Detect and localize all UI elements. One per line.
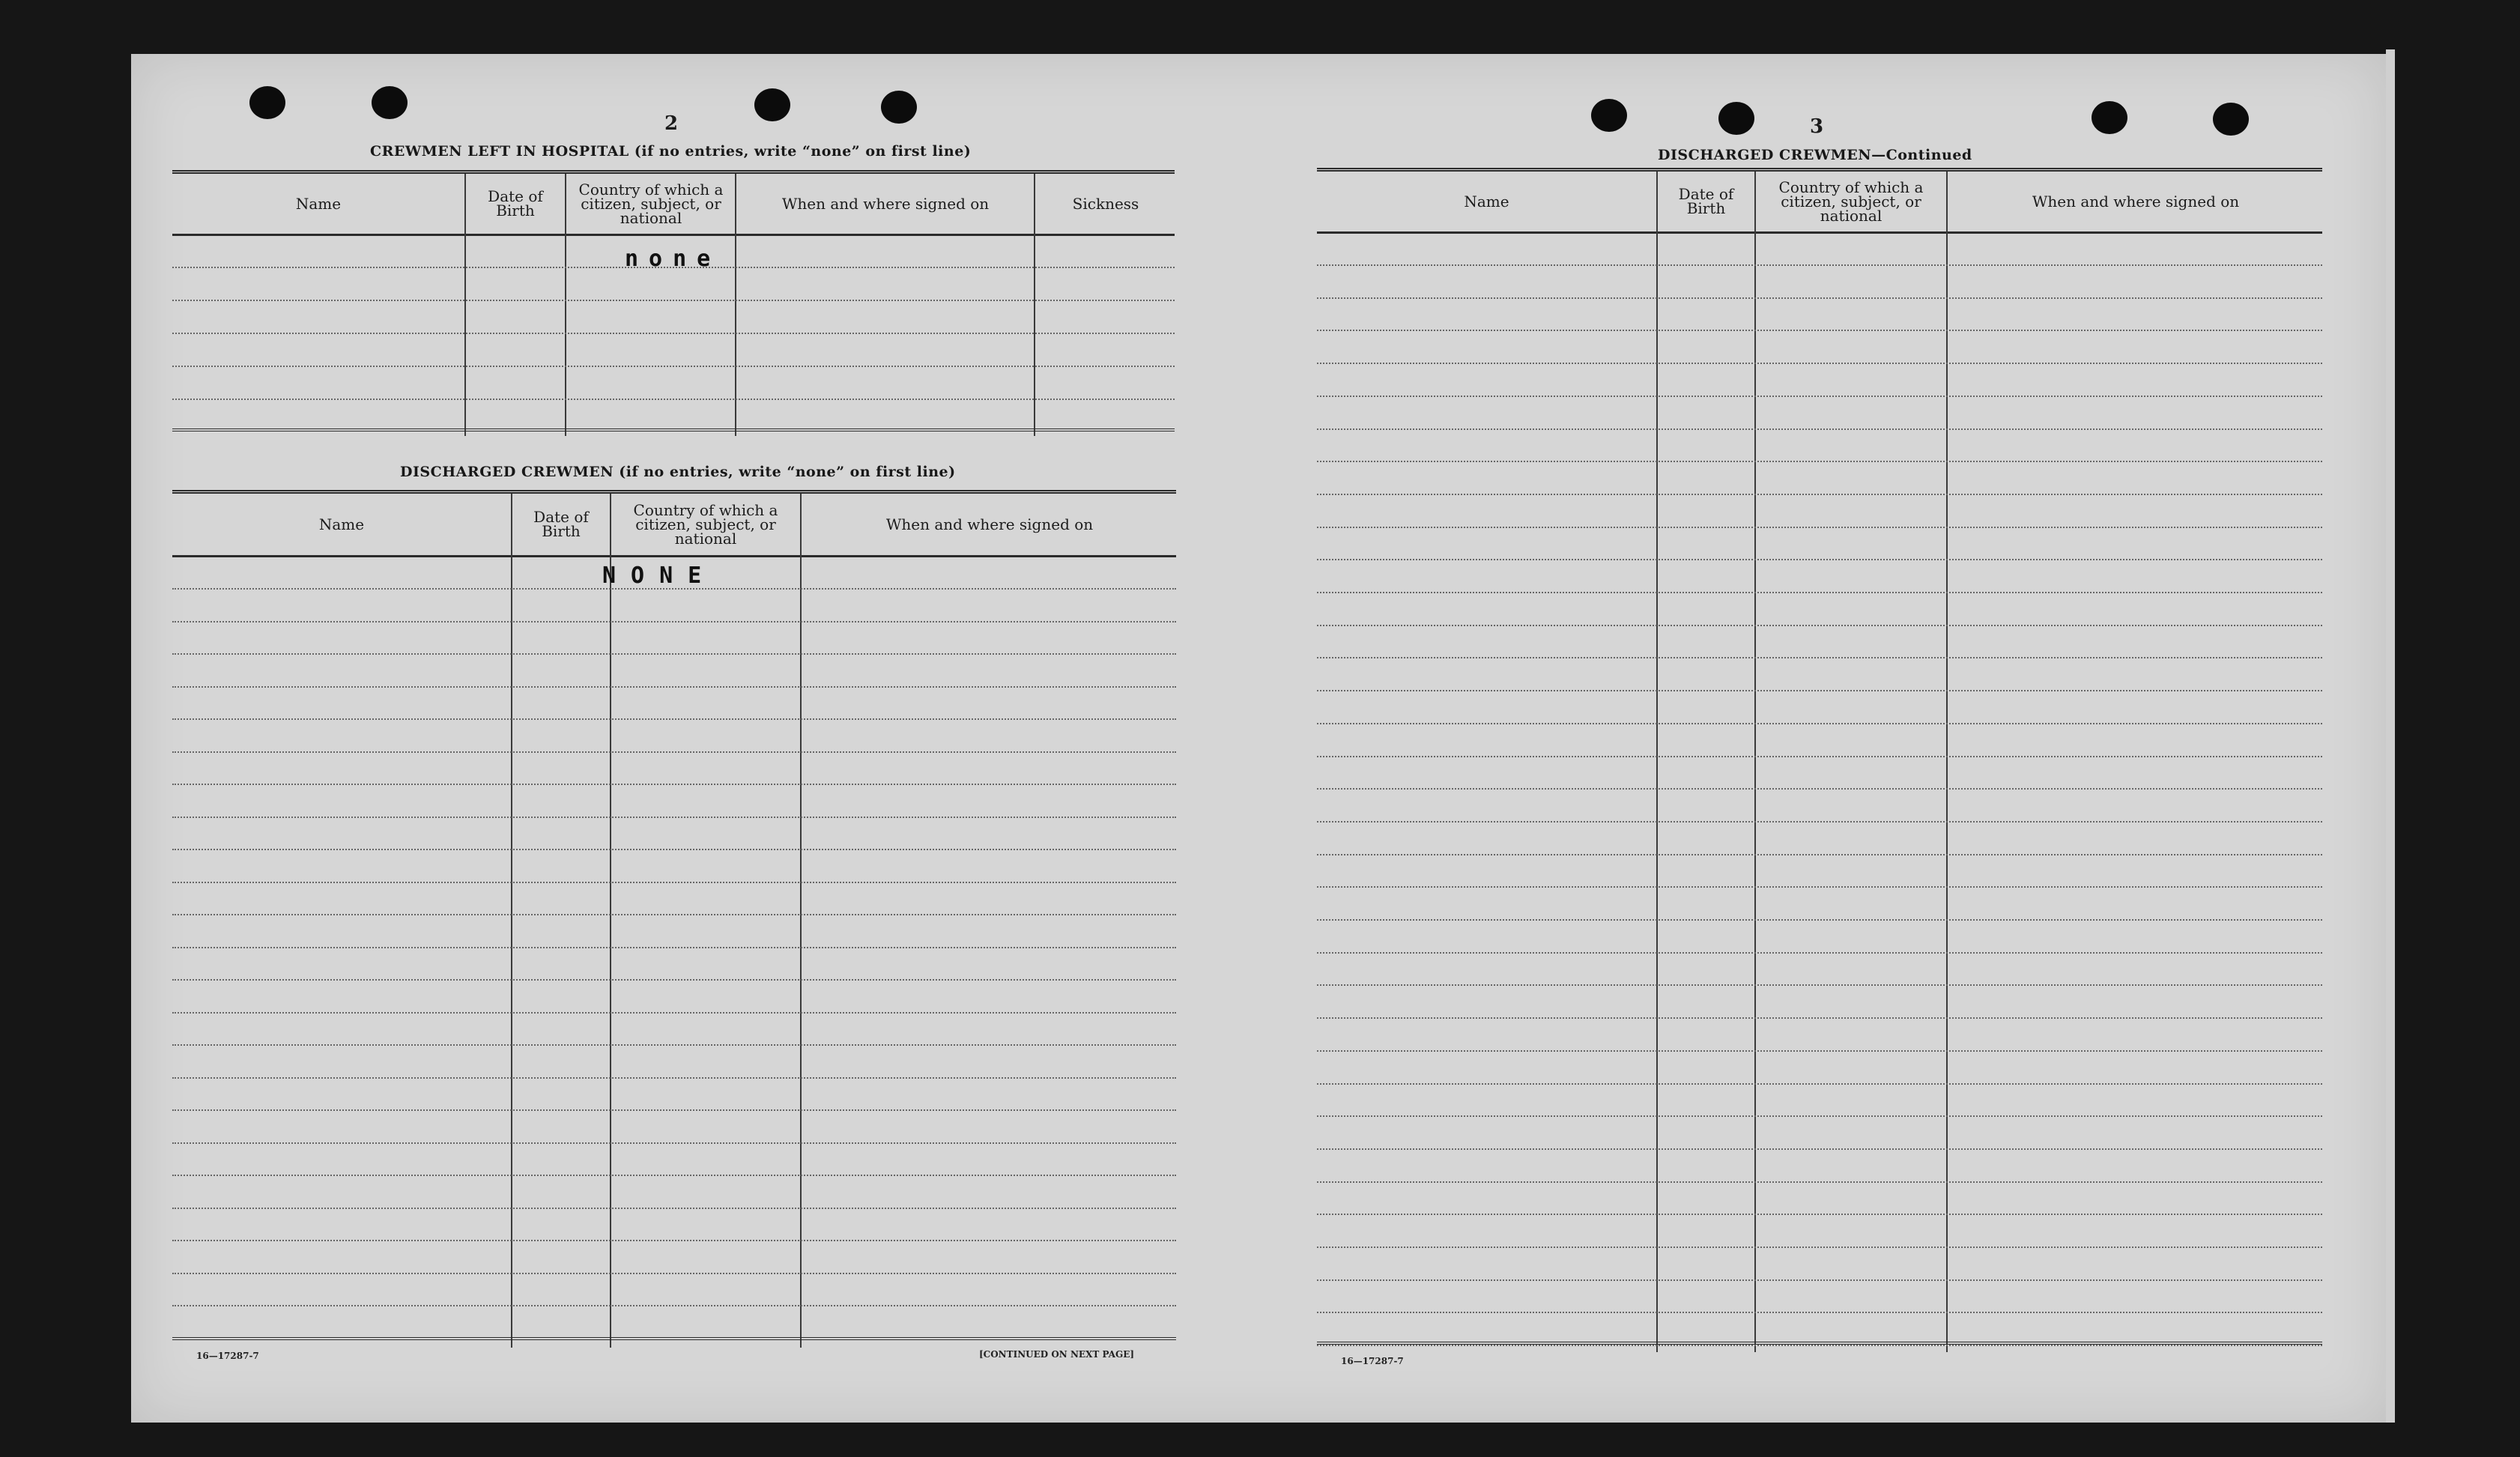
hospital-instruction: (if no entries, write “none” on first line) (634, 143, 972, 160)
row-line (1317, 625, 2322, 626)
table-bottom-rule (172, 428, 1175, 431)
column-divider (1656, 172, 1658, 1352)
row-line (172, 947, 1176, 948)
row-line (1317, 690, 2322, 691)
row-line (172, 882, 1176, 883)
row-line (1317, 363, 2322, 364)
column-header-signed-on: When and where signed on (885, 515, 1094, 533)
row-line (172, 914, 1176, 915)
right-section-title: DISCHARGED CREWMEN—Continued (1658, 147, 1972, 163)
column-divider (735, 174, 736, 436)
discharged-table (172, 490, 1176, 1348)
row-line (172, 588, 1176, 590)
column-header-country: Country of which a citizen, subject, or national (578, 180, 724, 227)
form-number: 16—17287-7 (1341, 1356, 1404, 1366)
row-line (1317, 723, 2322, 724)
row-line (172, 366, 1175, 367)
row-line (1317, 756, 2322, 757)
column-header-country: Country of which a citizen, subject, or national (1778, 178, 1924, 225)
row-line (1317, 788, 2322, 790)
row-line (1317, 428, 2322, 430)
row-line (1317, 821, 2322, 823)
row-line (1317, 330, 2322, 331)
row-line (172, 849, 1176, 850)
sheet-edge (2386, 49, 2395, 1423)
row-line (1317, 592, 2322, 593)
punch-hole (249, 86, 285, 119)
column-header-date-of-birth: Date of Birth (488, 187, 543, 219)
row-line (172, 817, 1176, 818)
row-line (172, 686, 1176, 688)
row-line (1317, 1279, 2322, 1281)
column-divider (1946, 172, 1948, 1352)
row-line (172, 1012, 1176, 1014)
column-header-country: Country of which a citizen, subject, or national (633, 500, 778, 548)
column-divider (1754, 172, 1756, 1352)
row-line (1317, 1345, 2322, 1346)
row-line (172, 1044, 1176, 1046)
punch-hole (2092, 101, 2127, 134)
row-line (1317, 1247, 2322, 1248)
column-header-sickness: Sickness (1072, 194, 1139, 213)
row-line (1317, 1181, 2322, 1183)
row-line (1317, 1017, 2322, 1019)
row-line (1317, 1115, 2322, 1117)
row-line (1317, 297, 2322, 299)
row-line (1317, 952, 2322, 954)
punch-hole (1591, 99, 1627, 132)
punch-hole (754, 88, 790, 121)
column-header-signed-on: When and where signed on (781, 194, 990, 213)
row-line (172, 1077, 1176, 1079)
row-line (172, 1273, 1176, 1274)
row-line (1317, 854, 2322, 855)
discharged-entry: NONE (602, 563, 717, 589)
row-line (172, 1109, 1176, 1111)
row-line (1317, 1148, 2322, 1150)
row-line (172, 1208, 1176, 1209)
row-line (172, 1175, 1176, 1176)
punch-hole (881, 91, 917, 124)
hospital-title-text: CREWMEN LEFT IN HOSPITAL (370, 143, 629, 160)
row-line (1317, 1214, 2322, 1215)
table-bottom-rule (172, 1337, 1176, 1340)
punch-hole (2213, 103, 2249, 136)
row-line (1317, 886, 2322, 888)
column-header-name: Name (318, 515, 365, 533)
row-line (1317, 1312, 2322, 1313)
discharged-section-title (400, 464, 956, 480)
row-line (172, 621, 1176, 623)
row-line (1317, 657, 2322, 658)
row-line (1317, 527, 2322, 528)
page-number: 2 (664, 112, 679, 135)
column-header-name: Name (295, 194, 342, 213)
continued-note: [CONTINUED ON NEXT PAGE] (979, 1349, 1135, 1360)
row-line (1317, 461, 2322, 462)
row-line (1317, 559, 2322, 560)
row-line (172, 784, 1176, 785)
punch-hole (372, 86, 408, 119)
row-line (1317, 494, 2322, 495)
discharged-instruction: (if no entries, write “none” on first line) (619, 464, 956, 480)
row-line (172, 1305, 1176, 1306)
form-number: 16—17287-7 (196, 1351, 259, 1361)
column-divider (464, 174, 466, 436)
page-number: 3 (1810, 115, 1824, 138)
row-line (172, 333, 1175, 334)
row-line (1317, 1050, 2322, 1052)
row-line (1317, 396, 2322, 397)
hospital-entry: none (625, 246, 721, 272)
row-line (172, 751, 1176, 753)
column-divider (1034, 174, 1035, 436)
hospital-table (172, 170, 1175, 436)
punch-hole (1718, 102, 1754, 135)
row-line (172, 1240, 1176, 1241)
discharged-continued-table (1317, 168, 2322, 1352)
row-line (172, 653, 1176, 655)
hospital-section-title (370, 143, 971, 160)
column-header-date-of-birth: Date of Birth (1678, 185, 1734, 217)
row-line (1317, 264, 2322, 266)
row-line (172, 1142, 1176, 1144)
row-line (172, 718, 1176, 720)
row-line (172, 399, 1175, 400)
column-header-name: Name (1464, 192, 1509, 210)
column-header-date-of-birth: Date of Birth (533, 508, 589, 540)
column-header-signed-on: When and where signed on (2032, 192, 2240, 210)
row-line (1317, 919, 2322, 921)
row-line (172, 300, 1175, 301)
row-line (172, 979, 1176, 981)
discharged-title-text: DISCHARGED CREWMEN (400, 464, 614, 480)
row-line (1317, 1083, 2322, 1085)
column-divider (565, 174, 566, 436)
row-line (1317, 984, 2322, 986)
